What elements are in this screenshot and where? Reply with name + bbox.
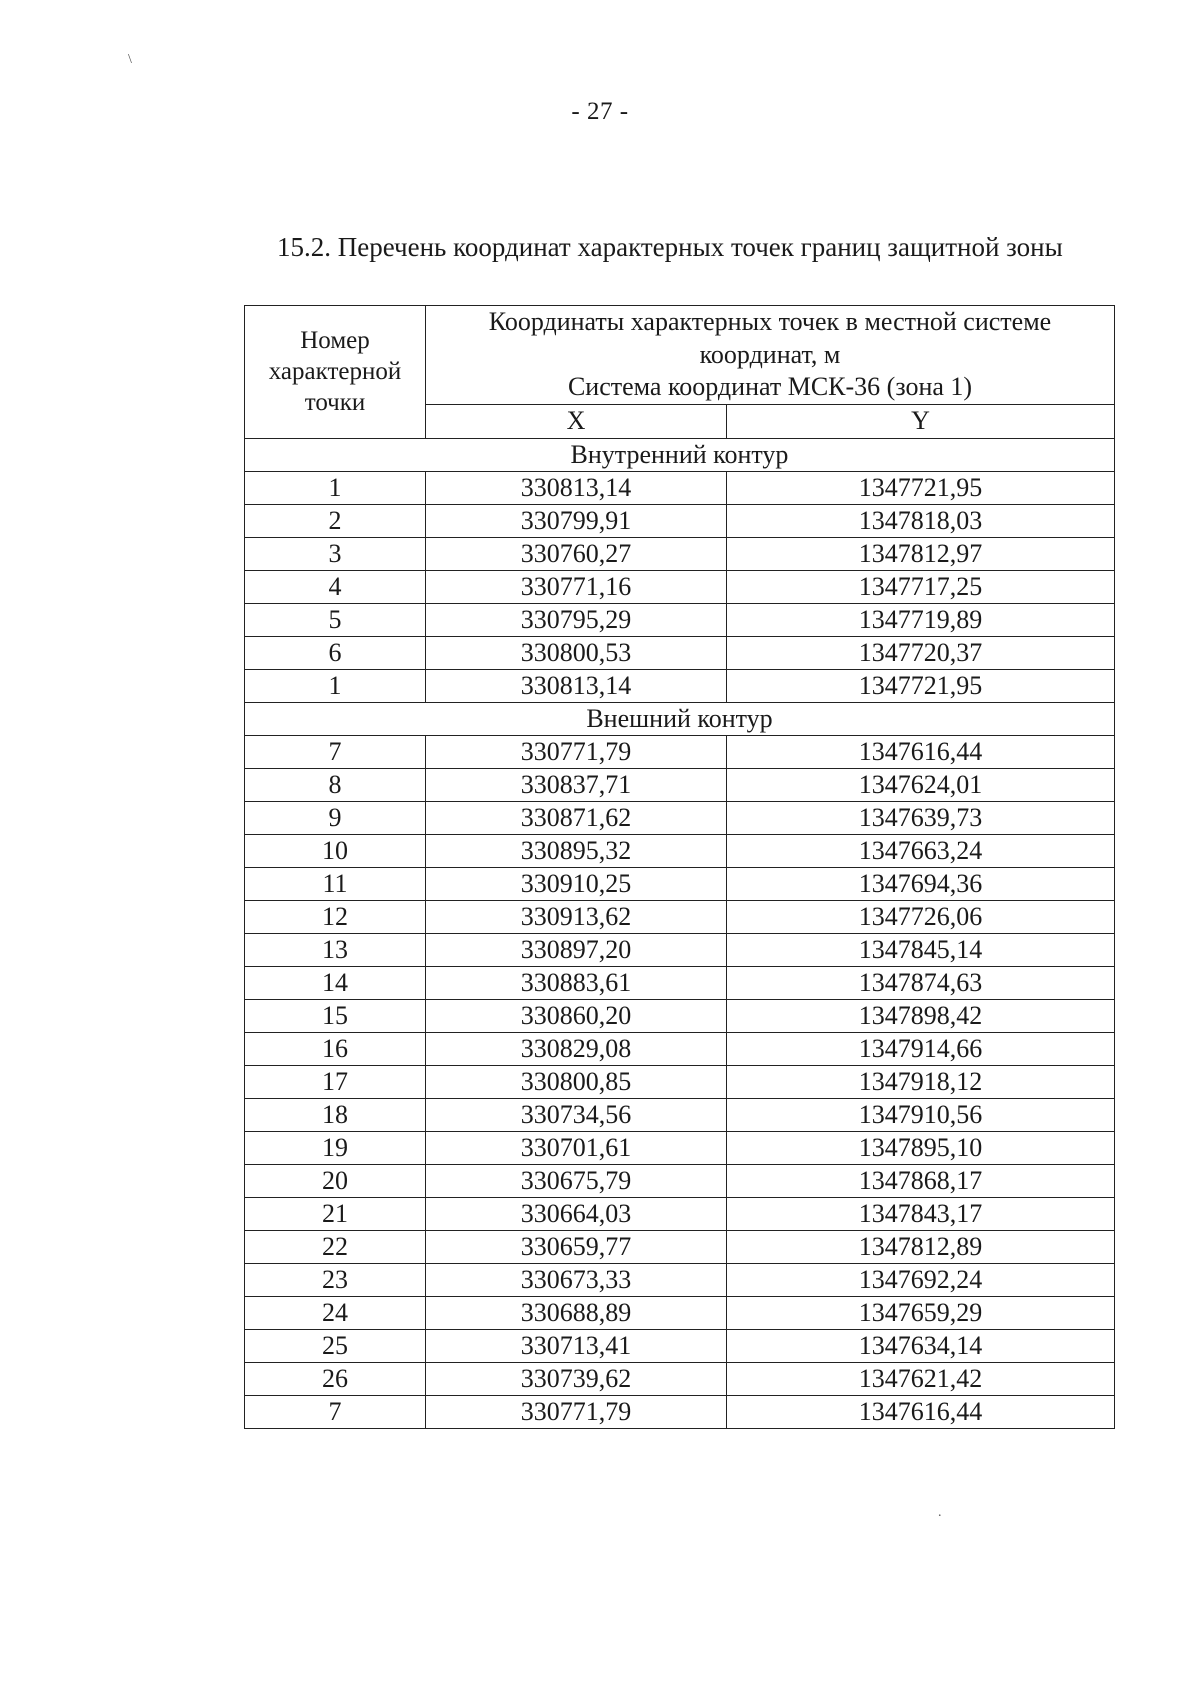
table-row <box>245 933 1115 966</box>
coord-y: 1347868,17 <box>727 1164 1115 1197</box>
table-row <box>245 1164 1115 1197</box>
coord-y: 1347624,01 <box>727 768 1115 801</box>
point-number: 7 <box>245 1395 426 1428</box>
table-row <box>245 867 1115 900</box>
coord-x: 330829,08 <box>426 1032 727 1065</box>
table-row <box>245 570 1115 603</box>
point-number: 20 <box>245 1164 426 1197</box>
coord-x: 330813,14 <box>426 669 727 702</box>
header-point-line2: характерной <box>268 358 402 386</box>
table-row <box>245 537 1115 570</box>
point-number: 14 <box>245 966 426 999</box>
section-row-inner <box>245 438 1115 471</box>
table-row <box>245 900 1115 933</box>
coord-x: 330739,62 <box>426 1362 727 1395</box>
point-number: 21 <box>245 1197 426 1230</box>
coord-y: 1347874,63 <box>727 966 1115 999</box>
table-row <box>245 1263 1115 1296</box>
header-coordinates <box>426 306 1115 405</box>
coord-x: 330860,20 <box>426 999 727 1032</box>
point-number: 11 <box>245 867 426 900</box>
coord-x: 330771,79 <box>426 735 727 768</box>
coord-x: 330799,91 <box>426 504 727 537</box>
point-number: 22 <box>245 1230 426 1263</box>
point-number: 23 <box>245 1263 426 1296</box>
coord-y: 1347692,24 <box>727 1263 1115 1296</box>
table-row <box>245 1329 1115 1362</box>
table-body <box>245 438 1115 1428</box>
section-title: 15.2. Перечень координат характерных точек границ защитной зоны <box>277 232 1063 262</box>
table-row <box>245 768 1115 801</box>
point-number: 15 <box>245 999 426 1032</box>
header-x: X <box>426 404 727 438</box>
coord-y: 1347843,17 <box>727 1197 1115 1230</box>
table-row <box>245 801 1115 834</box>
coord-y: 1347721,95 <box>727 669 1115 702</box>
table-row <box>245 636 1115 669</box>
table-row <box>245 1197 1115 1230</box>
coord-y: 1347721,95 <box>727 471 1115 504</box>
point-number: 7 <box>245 735 426 768</box>
point-number: 8 <box>245 768 426 801</box>
coord-x: 330795,29 <box>426 603 727 636</box>
coord-y: 1347812,89 <box>727 1230 1115 1263</box>
coord-y: 1347663,24 <box>727 834 1115 867</box>
coord-x: 330800,53 <box>426 636 727 669</box>
table-row <box>245 1395 1115 1428</box>
point-number: 25 <box>245 1329 426 1362</box>
coord-y: 1347898,42 <box>727 999 1115 1032</box>
point-number: 24 <box>245 1296 426 1329</box>
coordinates-table <box>244 305 1115 1429</box>
table-row <box>245 603 1115 636</box>
table-row <box>245 1230 1115 1263</box>
coord-y: 1347639,73 <box>727 801 1115 834</box>
coord-x: 330659,77 <box>426 1230 727 1263</box>
coord-x: 330837,71 <box>426 768 727 801</box>
point-number: 26 <box>245 1362 426 1395</box>
table-row <box>245 735 1115 768</box>
point-number: 19 <box>245 1131 426 1164</box>
coord-y: 1347621,42 <box>727 1362 1115 1395</box>
coord-y: 1347717,25 <box>727 570 1115 603</box>
table-row <box>245 1065 1115 1098</box>
coord-x: 330813,14 <box>426 471 727 504</box>
table-row <box>245 669 1115 702</box>
table-row <box>245 1296 1115 1329</box>
section-label-inner: Внутренний контур <box>245 438 1115 471</box>
table-row <box>245 999 1115 1032</box>
header-coords-line2: координат, м <box>699 339 841 369</box>
coord-y: 1347616,44 <box>727 735 1115 768</box>
scan-mark-top-left: \ <box>128 52 132 67</box>
point-number: 17 <box>245 1065 426 1098</box>
coord-x: 330883,61 <box>426 966 727 999</box>
point-number: 13 <box>245 933 426 966</box>
section-row-outer <box>245 702 1115 735</box>
table-row <box>245 834 1115 867</box>
coord-y: 1347726,06 <box>727 900 1115 933</box>
table-row <box>245 471 1115 504</box>
header-y: Y <box>727 404 1115 438</box>
coord-y: 1347719,89 <box>727 603 1115 636</box>
table-row <box>245 1362 1115 1395</box>
table-row <box>245 1098 1115 1131</box>
scan-mark-bottom-right: . <box>938 1505 942 1520</box>
coord-x: 330734,56 <box>426 1098 727 1131</box>
coord-y: 1347918,12 <box>727 1065 1115 1098</box>
point-number: 3 <box>245 537 426 570</box>
coord-x: 330675,79 <box>426 1164 727 1197</box>
point-number: 9 <box>245 801 426 834</box>
header-coords-line1: Координаты характерных точек в местной системе <box>488 307 1052 336</box>
coord-x: 330760,27 <box>426 537 727 570</box>
coord-x: 330895,32 <box>426 834 727 867</box>
header-point-number <box>245 306 426 439</box>
point-number: 18 <box>245 1098 426 1131</box>
coord-x: 330673,33 <box>426 1263 727 1296</box>
point-number: 12 <box>245 900 426 933</box>
coord-y: 1347818,03 <box>727 504 1115 537</box>
table-row <box>245 1131 1115 1164</box>
point-number: 16 <box>245 1032 426 1065</box>
coord-x: 330713,41 <box>426 1329 727 1362</box>
coord-y: 1347616,44 <box>727 1395 1115 1428</box>
point-number: 4 <box>245 570 426 603</box>
coord-y: 1347720,37 <box>727 636 1115 669</box>
coord-x: 330771,16 <box>426 570 727 603</box>
header-coords-line3: Система координат МСК-36 (зона 1) <box>567 372 973 401</box>
coord-y: 1347634,14 <box>727 1329 1115 1362</box>
point-number: 1 <box>245 669 426 702</box>
table-row <box>245 504 1115 537</box>
coord-x: 330701,61 <box>426 1131 727 1164</box>
coord-x: 330771,79 <box>426 1395 727 1428</box>
section-label-outer: Внешний контур <box>245 702 1115 735</box>
coord-x: 330913,62 <box>426 900 727 933</box>
coord-y: 1347812,97 <box>727 537 1115 570</box>
coord-x: 330910,25 <box>426 867 727 900</box>
coord-y: 1347694,36 <box>727 867 1115 900</box>
header-point-line1: Номер <box>300 326 370 354</box>
point-number: 1 <box>245 471 426 504</box>
coord-x: 330664,03 <box>426 1197 727 1230</box>
point-number: 5 <box>245 603 426 636</box>
coord-y: 1347914,66 <box>727 1032 1115 1065</box>
coord-y: 1347895,10 <box>727 1131 1115 1164</box>
page-number: - 27 - <box>571 98 629 125</box>
table-row <box>245 1032 1115 1065</box>
point-number: 10 <box>245 834 426 867</box>
header-point-line3: точки <box>304 389 366 417</box>
coord-x: 330688,89 <box>426 1296 727 1329</box>
coord-y: 1347910,56 <box>727 1098 1115 1131</box>
coord-x: 330871,62 <box>426 801 727 834</box>
point-number: 6 <box>245 636 426 669</box>
coord-y: 1347845,14 <box>727 933 1115 966</box>
table-row <box>245 966 1115 999</box>
point-number: 2 <box>245 504 426 537</box>
coord-x: 330897,20 <box>426 933 727 966</box>
coord-y: 1347659,29 <box>727 1296 1115 1329</box>
coord-x: 330800,85 <box>426 1065 727 1098</box>
